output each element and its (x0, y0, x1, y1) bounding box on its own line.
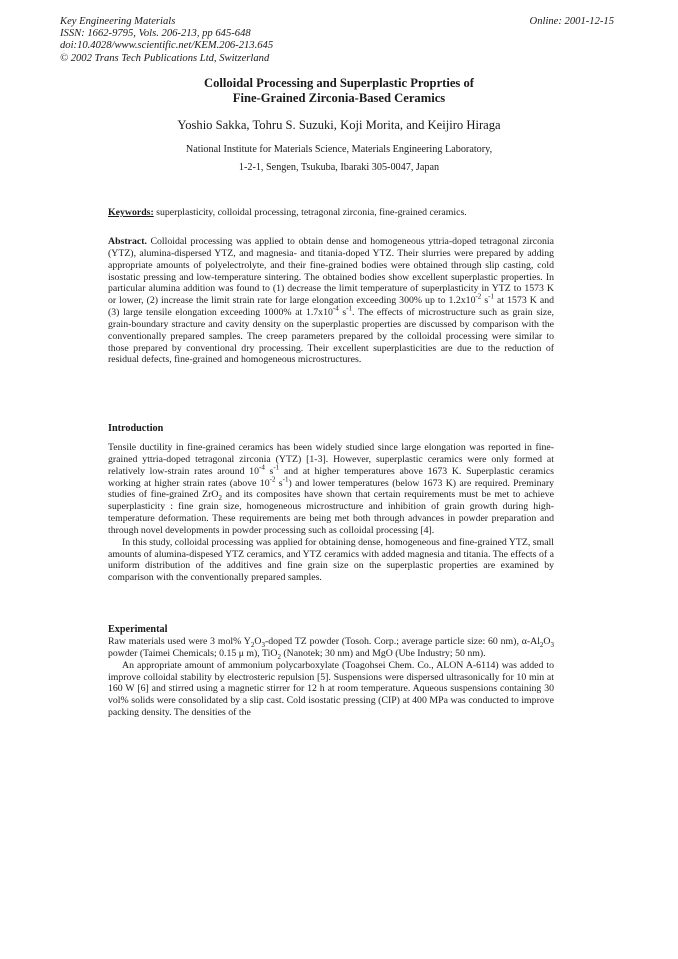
subscript: 3 (550, 640, 554, 649)
copyright-line: © 2002 Trans Tech Publications Ltd, Switzerland (60, 52, 270, 64)
exp-text: (Nanotek; 30 nm) and MgO (Ube Industry; 50 nm). (280, 647, 486, 659)
exp-text: Raw materials used were 3 mol% Y (108, 636, 251, 647)
introduction-section (108, 442, 554, 584)
intro-text: and its composites have shown that certain requirements must be met to achieve superplasticity : fine grain size, homogeneous microstructure and inhibition of grain growth during high-temperature deformation. These requirements are being met both through advances in powder preparation and through novel developments in powder processing such as colloidal processing [4]. (108, 489, 554, 536)
superscript: -1 (273, 463, 280, 472)
doi-line: doi:10.4028/www.scientific.net/KEM.206-213.645 (60, 40, 274, 52)
abstract-paragraph (108, 236, 554, 366)
journal-name: Key Engineering Materials (60, 16, 176, 27)
subscript: 2 (539, 640, 544, 649)
experimental-paragraph-1 (108, 636, 554, 660)
abstract-text: s (338, 307, 347, 319)
superscript: -1 (282, 475, 289, 484)
superscript: -4 (258, 463, 265, 472)
intro-text: s (264, 465, 274, 477)
author-list: Yoshio Sakka, Tohru S. Suzuki, Koji Morita, and Keijiro Hiraga (177, 118, 501, 132)
paper-title (0, 76, 678, 106)
affiliation-line-1: National Institute for Materials Science, Materials Engineering Laboratory, (185, 144, 493, 155)
abstract-label: Abstract. (108, 236, 147, 247)
abstract (108, 236, 554, 366)
keywords-text: superplasticity, colloidal processing, tetragonal zirconia, fine-grained ceramics. (153, 207, 467, 218)
intro-text: Tensile ductility in fine-grained ceramics has been widely studied since large elongation was reported in fine-grained yttria-doped tetragonal zirconia (YTZ) [1-3]. However, superplastic ceramics were only formed at relatively low-strain rates around 10 (108, 442, 554, 477)
intro-text: ) and lower temperatures (below 1673 K) are required. Preminary studies of fine-grained ZrO (108, 477, 554, 501)
intro-text: s (275, 477, 283, 489)
issn-line: ISSN: 1662-9795, Vols. 206-213, pp 645-648 (60, 28, 251, 40)
journal-header (60, 16, 273, 65)
experimental-heading: Experimental (108, 624, 168, 635)
title-line-2: Fine-Grained Zirconia-Based Ceramics (232, 91, 446, 105)
introduction-paragraph-2: In this study, colloidal processing was applied for obtaining dense, homogeneous and fine-grained YTZ, small amounts of alumina-dispesed YTZ ceramics, and YTZ ceramics with added magnesia and titania. The effects of a uniform distribution of the additives and fine grain size on the superplastic properties are examined by comparison with the conventionally prepared samples. (108, 536, 554, 584)
superscript: -4 (332, 304, 339, 313)
exp-text: O (543, 636, 551, 647)
superscript: -2 (269, 475, 276, 484)
superscript: -1 (488, 292, 494, 301)
subscript: 2 (250, 640, 255, 649)
experimental-section (108, 636, 554, 719)
exp-text: O (254, 636, 262, 647)
online-date: Online: 2001-12-15 (529, 16, 614, 27)
affiliation-line-2: 1-2-1, Sengen, Tsukuba, Ibaraki 305-0047, Japan (238, 162, 440, 173)
abstract-text: Colloidal processing was applied to obtain dense and homogeneous yttria-doped tetragonal zirconia (YTZ), alumina-dispersed YTZ, and magnesia- and titania-doped YTZ. Their slurries were prepared by adding appropriate amounts of polyelectrolyte, and their fine-grained bodies were obtained through slip casting, cold isostatic pressing and low-temperature sintering. The obtained bodies show excellent superplastic properties. In particular alumina addition was found to (1) decrease the limit temperature of superplasticity in YTZ to 1573 K or lower, (2) increase the limit strain rate for large elongation exceeding 300% up to 1.2x10 (108, 236, 554, 307)
exp-text: powder (Taimei Chemicals; 0.15 μ m), TiO (108, 647, 278, 659)
keywords-label: Keywords: (108, 207, 154, 218)
abstract-text: . The effects of microstructure such as grain size, grain-boundary stracture and cavity density on the superplastic properties are discussed by comparison with the conventionally prepared samples. The creep parameters prepared by the colloidal processing were similar to those prepared by conventional dry processing. Their excellent superplasticities are due to the reduction of residual defects, fine-grained and homogeneous microstructures. (108, 307, 554, 366)
subscript: 2 (218, 494, 223, 503)
exp-text: -doped TZ powder (Tosoh. Corp.; average particle size: 60 nm), α-Al (264, 636, 540, 647)
experimental-paragraph-2: An appropriate amount of ammonium polycarboxylate (Toagohsei Chem. Co., ALON A-6114) was added to improve colloidal stability by electrosteric repulsion [5]. Suspensions were dispersed ultrasonically for 10 min at 160 W [6] and stirred using a magnetic stirrer for 12 h at room temperature. Aqueous suspensions containing 30 vol% solids were consolidated by a slip cast. Cold isostatic pressing (CIP) at 400 MPa was conducted to improve packing density. The densities of the (108, 659, 554, 719)
keywords (108, 207, 554, 219)
intro-text: and at higher temperatures above 1673 K. Superplastic ceramics working at higher strain rates (above 10 (108, 465, 554, 489)
abstract-text: at 1573 K and (3) large tensile elongation exceeding 1000% at 1.7x10 (108, 295, 554, 319)
subscript: 3 (261, 640, 265, 649)
title-line-1: Colloidal Processing and Superplastic Proprties of (204, 76, 474, 90)
introduction-paragraph-1 (108, 442, 554, 537)
affiliation (0, 141, 678, 177)
superscript: -2 (475, 292, 482, 301)
introduction-heading: Introduction (108, 423, 164, 434)
abstract-text: s (481, 295, 489, 307)
superscript: -1 (346, 304, 353, 313)
subscript: 2 (277, 652, 281, 661)
